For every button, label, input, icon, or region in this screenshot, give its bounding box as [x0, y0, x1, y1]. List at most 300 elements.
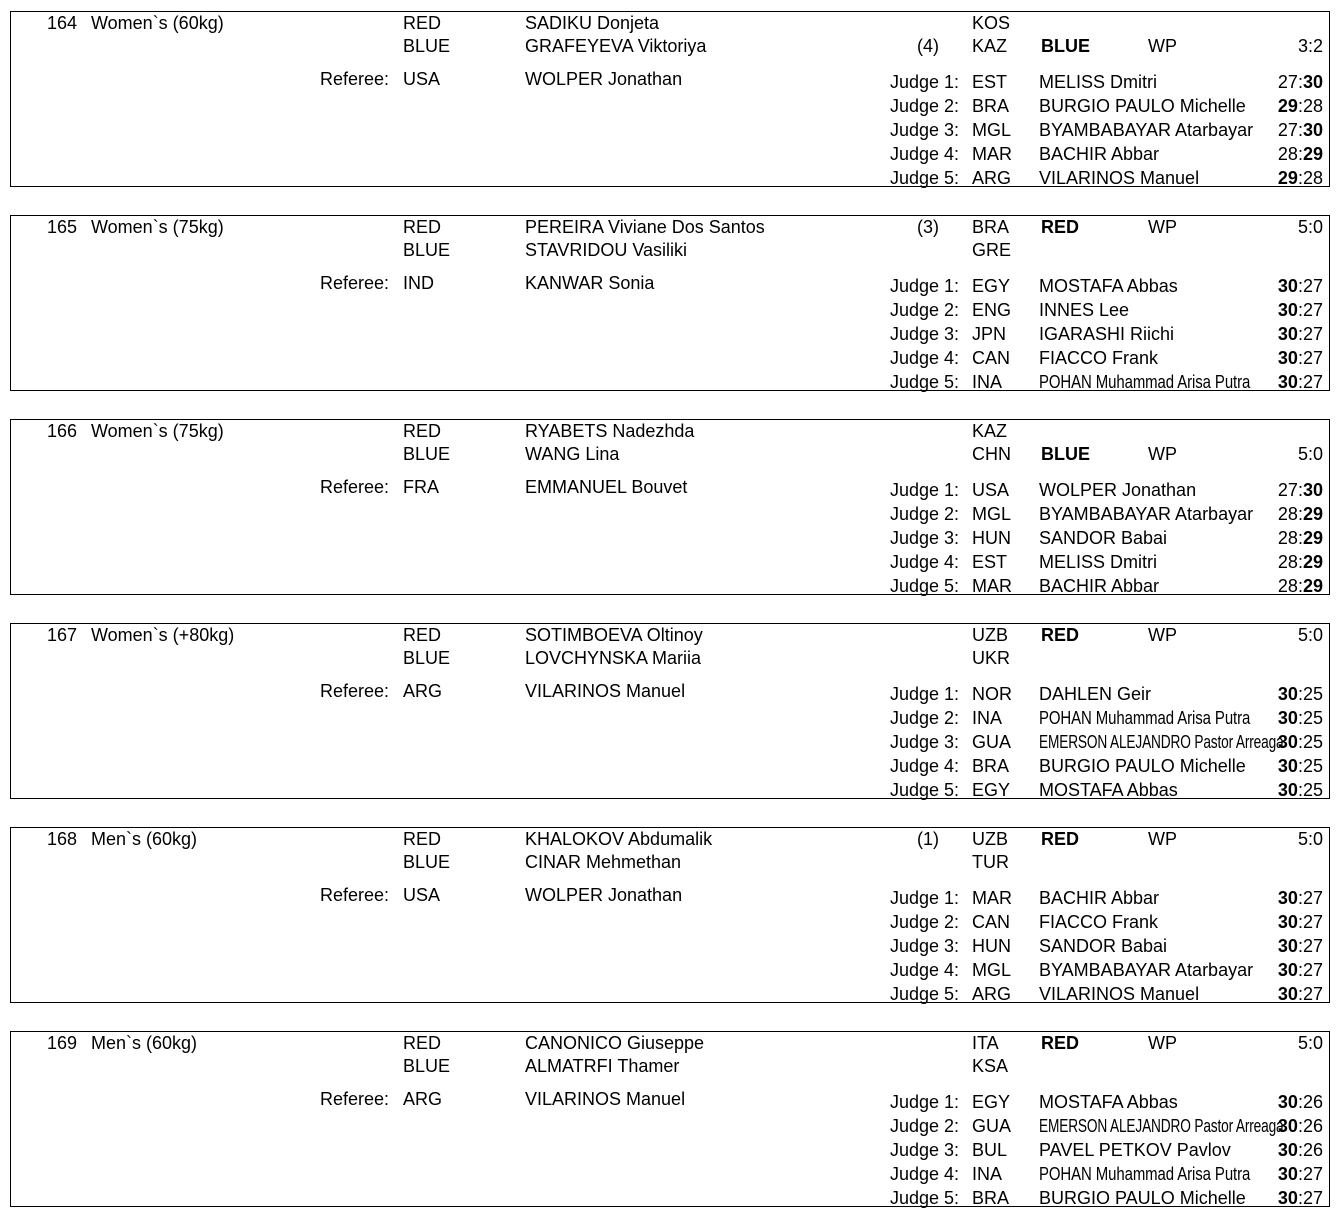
judge-country: USA — [972, 480, 1010, 500]
judge-score-separator: : — [1297, 72, 1303, 92]
judge-name: BYAMBABAYAR Atarbayar — [1039, 960, 1254, 980]
judge-country: ENG — [972, 300, 1012, 320]
judge-score-separator: : — [1297, 348, 1303, 368]
bout-card — [10, 215, 1330, 391]
referee-label: Referee: — [319, 885, 389, 905]
judge-country: BRA — [972, 96, 1010, 116]
judge-score-separator: : — [1297, 300, 1303, 320]
judge-label: Judge 3: — [889, 120, 959, 140]
winner-corner: RED — [1041, 829, 1080, 849]
judge-score-separator: : — [1297, 756, 1303, 776]
judge-red-points: 30 — [1277, 1188, 1298, 1208]
judge-name: POHAN Muhammad Arisa Putra — [1039, 372, 1251, 392]
judge-red-points: 29 — [1277, 96, 1298, 116]
final-score: 5:0 — [1297, 625, 1323, 645]
judge-country: INA — [972, 372, 1003, 392]
judge-red-points: 28 — [1277, 552, 1298, 572]
judge-country: GUA — [972, 1116, 1012, 1136]
judge-name-cell — [1039, 1187, 1246, 1209]
blue-athlete-name: LOVCHYNSKA Mariia — [525, 648, 702, 668]
judge-name-cell — [1039, 683, 1151, 705]
judge-label: Judge 3: — [889, 732, 959, 752]
judge-label: Judge 5: — [889, 984, 959, 1004]
blue-country: GRE — [972, 240, 1012, 260]
judge-country: BUL — [972, 1140, 1008, 1160]
red-corner-label: RED — [403, 13, 442, 33]
judge-name-cell — [1039, 575, 1159, 597]
judge-name-cell — [1039, 983, 1199, 1005]
judge-red-points: 27 — [1277, 480, 1298, 500]
judge-score — [1241, 1115, 1323, 1137]
red-corner-label: RED — [403, 625, 442, 645]
judge-name-cell — [1039, 299, 1129, 321]
judge-blue-points: 27 — [1302, 960, 1323, 980]
judge-name-cell — [1039, 323, 1174, 345]
blue-seed: (4) — [917, 36, 939, 56]
judge-score — [1241, 167, 1323, 189]
judge-score-separator: : — [1297, 144, 1303, 164]
judge-red-points: 30 — [1277, 888, 1298, 908]
judge-blue-points: 27 — [1302, 888, 1323, 908]
judge-score-separator: : — [1297, 912, 1303, 932]
judge-country: EGY — [972, 1092, 1011, 1112]
bout-number: 165 — [46, 217, 77, 237]
win-method: WP — [1148, 444, 1177, 464]
blue-corner-label: BLUE — [403, 1056, 451, 1076]
judge-country: MGL — [972, 504, 1012, 524]
judge-score — [1241, 95, 1323, 117]
judge-label: Judge 4: — [889, 960, 959, 980]
judge-score-separator: : — [1297, 576, 1303, 596]
judge-name: EMERSON ALEJANDRO Pastor Arreaga — [1039, 732, 1284, 752]
blue-corner-label: BLUE — [403, 36, 451, 56]
referee-country: FRA — [403, 477, 439, 497]
judge-country: MGL — [972, 120, 1012, 140]
judge-name-cell — [1039, 911, 1158, 933]
judge-red-points: 27 — [1277, 72, 1298, 92]
judge-score — [1241, 683, 1323, 705]
bout-card — [10, 623, 1330, 799]
referee-label: Referee: — [319, 273, 389, 293]
judge-label: Judge 2: — [889, 1116, 959, 1136]
blue-athlete-name: STAVRIDOU Vasiliki — [525, 240, 688, 260]
judge-name-cell — [1039, 887, 1159, 909]
bout-number: 164 — [46, 13, 77, 33]
referee-name: WOLPER Jonathan — [525, 69, 683, 89]
judge-score-separator: : — [1297, 1164, 1303, 1184]
judge-score — [1241, 479, 1323, 501]
judge-country: EST — [972, 72, 1008, 92]
judge-blue-points: 26 — [1302, 1116, 1323, 1136]
judge-country: NOR — [972, 684, 1012, 704]
red-athlete-name: SADIKU Donjeta — [525, 13, 660, 33]
judge-score — [1241, 755, 1323, 777]
bout-number: 169 — [46, 1033, 77, 1053]
judge-name: MOSTAFA Abbas — [1039, 780, 1178, 800]
judge-red-points: 30 — [1277, 1092, 1298, 1112]
judge-name: DAHLEN Geir — [1039, 684, 1152, 704]
judge-score-separator: : — [1297, 780, 1303, 800]
judge-score — [1241, 503, 1323, 525]
judge-name: MOSTAFA Abbas — [1039, 276, 1178, 296]
judge-country: GUA — [972, 732, 1012, 752]
judge-label: Judge 5: — [889, 576, 959, 596]
bout-card — [10, 827, 1330, 1003]
red-country: BRA — [972, 217, 1010, 237]
winner-corner: RED — [1041, 1033, 1080, 1053]
judge-name: SANDOR Babai — [1039, 936, 1168, 956]
judge-country: INA — [972, 1164, 1003, 1184]
judge-score — [1241, 371, 1323, 393]
judge-score — [1241, 1163, 1323, 1185]
judge-blue-points: 26 — [1302, 1092, 1323, 1112]
judge-country: CAN — [972, 348, 1011, 368]
winner-corner: BLUE — [1041, 444, 1090, 464]
blue-corner-label: BLUE — [403, 852, 451, 872]
judge-score — [1241, 143, 1323, 165]
judge-name-cell — [1039, 71, 1157, 93]
judge-blue-points: 27 — [1302, 324, 1323, 344]
judge-label: Judge 3: — [889, 324, 959, 344]
judge-country: MAR — [972, 576, 1012, 596]
judge-score-separator: : — [1297, 372, 1303, 392]
judge-score-separator: : — [1297, 504, 1303, 524]
bout-card — [10, 11, 1330, 187]
judge-red-points: 30 — [1277, 372, 1298, 392]
judge-score-separator: : — [1297, 708, 1303, 728]
red-seed: (3) — [917, 217, 939, 237]
judge-red-points: 30 — [1277, 732, 1298, 752]
referee-country: USA — [403, 885, 441, 905]
judge-name-cell — [1039, 347, 1158, 369]
judge-label: Judge 3: — [889, 528, 959, 548]
judge-country: HUN — [972, 936, 1011, 956]
judge-label: Judge 3: — [889, 936, 959, 956]
judge-score — [1241, 119, 1323, 141]
judge-name-cell — [1039, 1139, 1231, 1161]
judge-score-separator: : — [1297, 1116, 1303, 1136]
red-country: KAZ — [972, 421, 1008, 441]
red-athlete-name: KHALOKOV Abdumalik — [525, 829, 713, 849]
judge-score — [1241, 983, 1323, 1005]
bout-card — [10, 419, 1330, 595]
judge-name: BURGIO PAULO Michelle — [1039, 96, 1246, 116]
judge-red-points: 30 — [1277, 984, 1298, 1004]
judge-name-cell — [1039, 275, 1178, 297]
judge-red-points: 27 — [1277, 120, 1298, 140]
judge-label: Judge 3: — [889, 1140, 959, 1160]
judge-score — [1241, 1139, 1323, 1161]
judge-name-cell — [1039, 935, 1167, 957]
judge-score — [1241, 1091, 1323, 1113]
judge-red-points: 28 — [1277, 504, 1298, 524]
bout-card — [10, 1031, 1330, 1207]
win-method: WP — [1148, 217, 1177, 237]
win-method: WP — [1148, 829, 1177, 849]
judge-red-points: 30 — [1277, 276, 1298, 296]
blue-corner-label: BLUE — [403, 240, 451, 260]
judge-blue-points: 29 — [1302, 528, 1323, 548]
judge-name: POHAN Muhammad Arisa Putra — [1039, 708, 1251, 728]
red-country: ITA — [972, 1033, 999, 1053]
final-score: 5:0 — [1297, 1033, 1323, 1053]
judge-name: SANDOR Babai — [1039, 528, 1168, 548]
judge-score — [1241, 707, 1323, 729]
judge-country: BRA — [972, 756, 1010, 776]
judge-score — [1241, 323, 1323, 345]
judge-country: EST — [972, 552, 1008, 572]
judge-label: Judge 1: — [889, 888, 959, 908]
judge-label: Judge 4: — [889, 348, 959, 368]
judge-name-cell — [1039, 119, 1253, 141]
final-score: 5:0 — [1297, 444, 1323, 464]
judge-red-points: 30 — [1277, 300, 1298, 320]
judge-score-separator: : — [1297, 552, 1303, 572]
judge-blue-points: 29 — [1302, 552, 1323, 572]
judge-name-cell — [1039, 755, 1246, 777]
judge-score — [1241, 347, 1323, 369]
judge-red-points: 30 — [1277, 756, 1298, 776]
judge-score — [1241, 1187, 1323, 1209]
judge-score — [1241, 779, 1323, 801]
judge-label: Judge 4: — [889, 552, 959, 572]
judge-label: Judge 2: — [889, 912, 959, 932]
judge-score-separator: : — [1297, 984, 1303, 1004]
judge-blue-points: 27 — [1302, 1188, 1323, 1208]
judge-name: BURGIO PAULO Michelle — [1039, 756, 1246, 776]
bout-category: Women`s (75kg) — [91, 217, 224, 237]
judge-name: VILARINOS Manuel — [1039, 984, 1200, 1004]
final-score: 5:0 — [1297, 217, 1323, 237]
judge-label: Judge 5: — [889, 168, 959, 188]
bout-number: 166 — [46, 421, 77, 441]
judge-blue-points: 27 — [1302, 300, 1323, 320]
judge-name: BYAMBABAYAR Atarbayar — [1039, 120, 1254, 140]
win-method: WP — [1148, 36, 1177, 56]
blue-country: CHN — [972, 444, 1011, 464]
judge-name: POHAN Muhammad Arisa Putra — [1039, 1164, 1251, 1184]
judge-country: MAR — [972, 144, 1012, 164]
referee-country: ARG — [403, 1089, 443, 1109]
judge-score — [1241, 299, 1323, 321]
red-country: KOS — [972, 13, 1011, 33]
judge-blue-points: 29 — [1302, 144, 1323, 164]
referee-label: Referee: — [319, 1089, 389, 1109]
judge-label: Judge 1: — [889, 1092, 959, 1112]
judge-label: Judge 4: — [889, 1164, 959, 1184]
judge-score — [1241, 887, 1323, 909]
judge-label: Judge 1: — [889, 480, 959, 500]
judge-blue-points: 25 — [1302, 708, 1323, 728]
judge-country: BRA — [972, 1188, 1010, 1208]
judge-score-separator: : — [1297, 528, 1303, 548]
judge-score-separator: : — [1297, 732, 1303, 752]
blue-country: KAZ — [972, 36, 1008, 56]
red-seed: (1) — [917, 829, 939, 849]
judge-name-cell — [1039, 527, 1167, 549]
judge-label: Judge 2: — [889, 504, 959, 524]
judge-score-separator: : — [1297, 888, 1303, 908]
judge-red-points: 28 — [1277, 528, 1298, 548]
winner-corner: RED — [1041, 625, 1080, 645]
judge-red-points: 30 — [1277, 960, 1298, 980]
judge-blue-points: 27 — [1302, 372, 1323, 392]
judge-country: MGL — [972, 960, 1012, 980]
referee-name: EMMANUEL Bouvet — [525, 477, 688, 497]
judge-blue-points: 27 — [1302, 912, 1323, 932]
judge-blue-points: 26 — [1302, 1140, 1323, 1160]
judge-country: CAN — [972, 912, 1011, 932]
red-corner-label: RED — [403, 421, 442, 441]
judge-score — [1241, 275, 1323, 297]
judge-blue-points: 27 — [1302, 984, 1323, 1004]
judge-country: ARG — [972, 168, 1012, 188]
judge-red-points: 30 — [1277, 936, 1298, 956]
referee-country: USA — [403, 69, 441, 89]
win-method: WP — [1148, 625, 1177, 645]
judge-name: PAVEL PETKOV Pavlov — [1039, 1140, 1231, 1160]
judge-score-separator: : — [1297, 324, 1303, 344]
judge-blue-points: 27 — [1302, 348, 1323, 368]
judge-red-points: 30 — [1277, 1116, 1298, 1136]
judge-blue-points: 25 — [1302, 780, 1323, 800]
red-athlete-name: RYABETS Nadezhda — [525, 421, 695, 441]
red-corner-label: RED — [403, 1033, 442, 1053]
red-country: UZB — [972, 829, 1008, 849]
blue-athlete-name: CINAR Mehmethan — [525, 852, 682, 872]
judge-label: Judge 2: — [889, 300, 959, 320]
judge-name: FIACCO Frank — [1039, 348, 1159, 368]
judge-country: INA — [972, 708, 1003, 728]
bout-category: Men`s (60kg) — [91, 829, 198, 849]
referee-label: Referee: — [319, 69, 389, 89]
red-corner-label: RED — [403, 829, 442, 849]
final-score: 5:0 — [1297, 829, 1323, 849]
judge-name-cell — [1039, 167, 1199, 189]
judge-red-points: 30 — [1277, 708, 1298, 728]
judge-red-points: 30 — [1277, 912, 1298, 932]
judge-blue-points: 28 — [1302, 168, 1323, 188]
bout-category: Women`s (75kg) — [91, 421, 224, 441]
judge-score — [1241, 551, 1323, 573]
bout-number: 168 — [46, 829, 77, 849]
judge-country: MAR — [972, 888, 1012, 908]
judge-blue-points: 27 — [1302, 936, 1323, 956]
judge-blue-points: 30 — [1302, 72, 1323, 92]
judge-red-points: 30 — [1277, 348, 1298, 368]
red-athlete-name: PEREIRA Viviane Dos Santos — [525, 217, 765, 237]
red-country: UZB — [972, 625, 1008, 645]
blue-athlete-name: GRAFEYEVA Viktoriya — [525, 36, 707, 56]
judge-name: MOSTAFA Abbas — [1039, 1092, 1178, 1112]
judge-name-cell — [1039, 779, 1178, 801]
judge-score-separator: : — [1297, 276, 1303, 296]
judge-red-points: 28 — [1277, 144, 1298, 164]
judge-red-points: 30 — [1277, 1164, 1298, 1184]
judge-blue-points: 27 — [1302, 1164, 1323, 1184]
blue-corner-label: BLUE — [403, 648, 451, 668]
judge-name: FIACCO Frank — [1039, 912, 1159, 932]
judge-label: Judge 2: — [889, 96, 959, 116]
judge-score-separator: : — [1297, 684, 1303, 704]
referee-country: ARG — [403, 681, 443, 701]
blue-country: TUR — [972, 852, 1009, 872]
judge-blue-points: 29 — [1302, 504, 1323, 524]
judge-name: BACHIR Abbar — [1039, 144, 1160, 164]
judge-score-separator: : — [1297, 1188, 1303, 1208]
blue-athlete-name: WANG Lina — [525, 444, 620, 464]
judge-red-points: 30 — [1277, 1140, 1298, 1160]
judge-red-points: 28 — [1277, 576, 1298, 596]
judge-name: MELISS Dmitri — [1039, 72, 1158, 92]
judge-score-separator: : — [1297, 936, 1303, 956]
judge-name-cell — [1039, 95, 1246, 117]
judge-name: BURGIO PAULO Michelle — [1039, 1188, 1246, 1208]
judge-score-separator: : — [1297, 1140, 1303, 1160]
judge-label: Judge 5: — [889, 372, 959, 392]
judge-label: Judge 1: — [889, 276, 959, 296]
judge-blue-points: 29 — [1302, 576, 1323, 596]
judge-name: VILARINOS Manuel — [1039, 168, 1200, 188]
judge-score — [1241, 911, 1323, 933]
bout-number: 167 — [46, 625, 77, 645]
judge-label: Judge 1: — [889, 684, 959, 704]
referee-name: VILARINOS Manuel — [525, 1089, 686, 1109]
judge-label: Judge 4: — [889, 756, 959, 776]
referee-label: Referee: — [319, 681, 389, 701]
judge-label: Judge 2: — [889, 708, 959, 728]
judge-name: BACHIR Abbar — [1039, 888, 1160, 908]
judge-name: INNES Lee — [1039, 300, 1130, 320]
judge-country: EGY — [972, 780, 1011, 800]
judge-name: BACHIR Abbar — [1039, 576, 1160, 596]
judge-name-cell — [1039, 551, 1157, 573]
referee-name: VILARINOS Manuel — [525, 681, 686, 701]
judge-red-points: 30 — [1277, 780, 1298, 800]
winner-corner: BLUE — [1041, 36, 1090, 56]
win-method: WP — [1148, 1033, 1177, 1053]
referee-name: KANWAR Sonia — [525, 273, 655, 293]
referee-label: Referee: — [319, 477, 389, 497]
judge-score-separator: : — [1297, 960, 1303, 980]
winner-corner: RED — [1041, 217, 1080, 237]
bout-category: Men`s (60kg) — [91, 1033, 198, 1053]
red-athlete-name: SOTIMBOEVA Oltinoy — [525, 625, 703, 645]
judge-country: ARG — [972, 984, 1012, 1004]
judge-blue-points: 28 — [1302, 96, 1323, 116]
judge-name: MELISS Dmitri — [1039, 552, 1158, 572]
judge-score-separator: : — [1297, 480, 1303, 500]
blue-athlete-name: ALMATRFI Thamer — [525, 1056, 680, 1076]
judge-country: JPN — [972, 324, 1007, 344]
judge-score — [1241, 731, 1323, 753]
judge-score — [1241, 575, 1323, 597]
judge-score-separator: : — [1297, 168, 1303, 188]
judge-blue-points: 30 — [1302, 120, 1323, 140]
judge-label: Judge 4: — [889, 144, 959, 164]
judge-red-points: 30 — [1277, 324, 1298, 344]
judge-score-separator: : — [1297, 96, 1303, 116]
judge-country: EGY — [972, 276, 1011, 296]
judge-blue-points: 27 — [1302, 276, 1323, 296]
judge-score — [1241, 527, 1323, 549]
referee-name: WOLPER Jonathan — [525, 885, 683, 905]
judge-name: BYAMBABAYAR Atarbayar — [1039, 504, 1254, 524]
judge-name: EMERSON ALEJANDRO Pastor Arreaga — [1039, 1116, 1284, 1136]
final-score: 3:2 — [1297, 36, 1323, 56]
judge-blue-points: 25 — [1302, 732, 1323, 752]
judge-label: Judge 1: — [889, 72, 959, 92]
